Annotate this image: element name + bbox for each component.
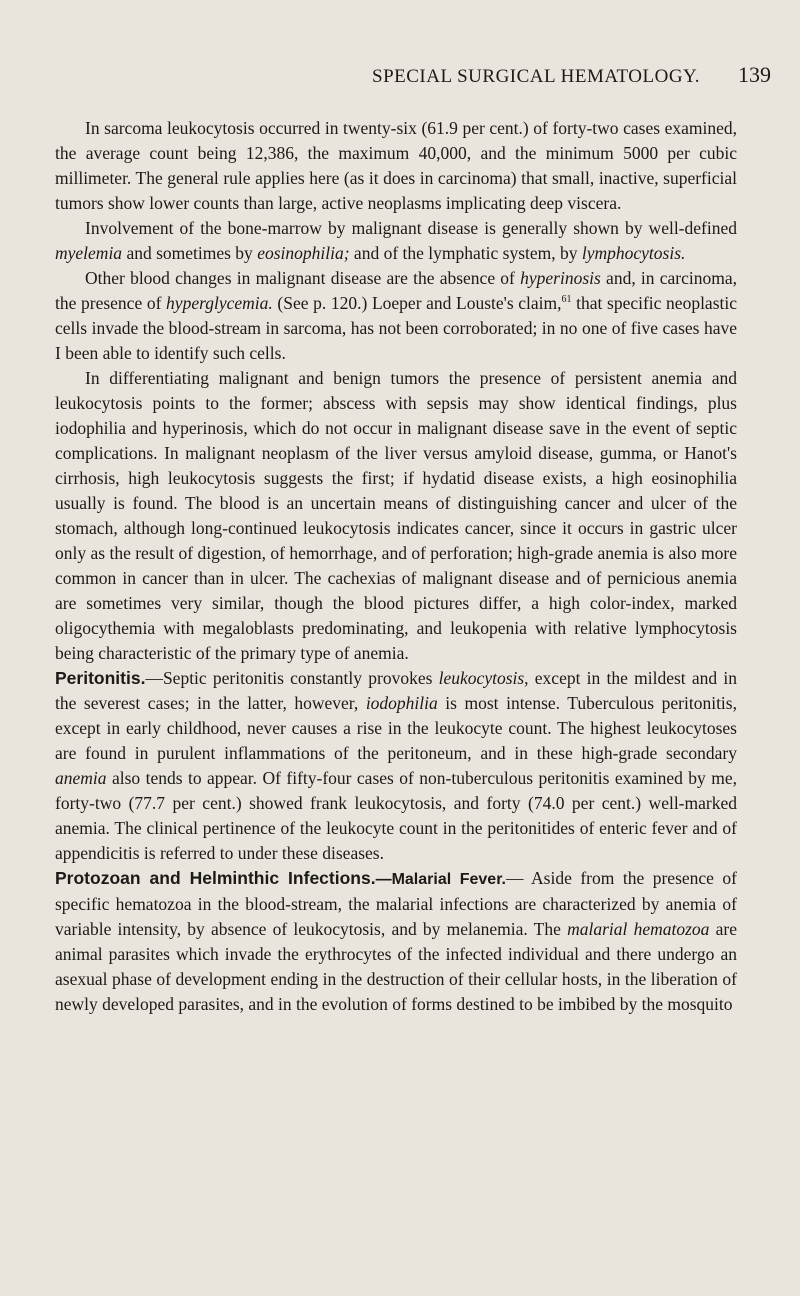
paragraph-protozoan (55, 866, 737, 1017)
italic-term: eosinophilia; (257, 243, 350, 263)
italic-term: myelemia (55, 243, 123, 263)
italic-term: hyperglycemia. (166, 293, 273, 313)
paragraph-other-changes (55, 266, 737, 366)
body-text (55, 116, 737, 1017)
subheading-malarial-fever: —Malarial Fever. (375, 871, 506, 888)
text-run: and sometimes by (122, 243, 258, 263)
italic-term: lymphocytosis. (581, 243, 686, 263)
page-number: 139 (738, 62, 771, 87)
paragraph-sarcoma: In sarcoma leukocytosis occurred in twenty-six (61.9 per cent.) of forty-two cases examined, the average count being 12,386, the maximum 40,000, and the minimum 5000 per cubic millimeter. The general rule applies here (as it does in carcinoma) that small, inactive, superficial tumors show lower counts than large, active neoplasms implicating deep viscera. (55, 118, 737, 213)
italic-term: anemia (55, 768, 107, 788)
italic-term: hyperinosis (520, 268, 601, 288)
text-run: that specific neoplastic cells invade the blood-stream in sarcoma, has not been corroborated; in no one of five cases have I been able to identify such cells. (55, 293, 737, 363)
text-run: —Septic peritonitis constantly provokes (145, 668, 439, 688)
text-run: and, in carcinoma, the presence of (55, 268, 737, 313)
italic-term: malarial hematozoa (567, 919, 710, 939)
paragraph-involvement (55, 216, 737, 266)
text-run: is most intense. Tuberculous peritonitis, except in early childhood, never causes a rise in the leukocyte count. The highest leukocytoses are found in purulent inflammations of the peritoneum, and in these high-grade secondary (55, 693, 737, 763)
text-run: are animal parasites which invade the erythrocytes of the infected individual and there undergo an asexual phase of development ending in the destruction of their cellular hosts, in the liberation of newly developed parasites, and in the evolution of forms destined to be imbibed by the mosquito (55, 919, 737, 1014)
paragraph-peritonitis (55, 666, 737, 866)
italic-term: leukocytosis, (438, 668, 529, 688)
text-run: except in the mildest and in the severest cases; in the latter, however, (55, 668, 738, 713)
footnote-marker: 61 (561, 294, 572, 306)
text-run: also tends to appear. Of fifty-four cases of non-tuberculous peritonitis examined by me, forty-two (77.7 per cent.) showed frank leukocytosis, and forty (74.0 per cent.) well-marked anemia. The clinical pertinence of the leukocyte count in the peritonitides of enteric fever and of appendicitis is referred to under these diseases. (55, 768, 737, 863)
text-run: Involvement of the bone-marrow by malignant disease is generally shown by well-defined (85, 218, 737, 238)
section-heading-protozoan: Protozoan and Helminthic Infections. (55, 868, 376, 888)
paragraph-differentiating: In differentiating malignant and benign tumors the presence of persistent anemia and leukocytosis points to the former; abscess with sepsis may show identical findings, plus iodophilia and hyperinosis, which do not occur in malignant disease save in the event of septic complications. In malignant neoplasm of the liver versus amyloid disease, gumma, or Hanot's cirrhosis, high leukocytosis suggests the first; if hydatid disease exists, a high eosinophilia usually is found. The blood is an uncertain means of distinguishing cancer and ulcer of the stomach, although long-continued leukocytosis indicates cancer, since it occurs in gastric ulcer only as the result of digestion, of hemorrhage, and of perforation; high-grade anemia is also more common in cancer than in ulcer. The cachexias of malignant disease and of pernicious anemia are sometimes very similar, though the blood pictures differ, a high color-index, marked oligocythemia with megaloblasts predominating, and leukopenia with relative lymphocytosis being characteristic of the primary type of anemia. (55, 368, 737, 663)
text-run: (See p. 120.) Loeper and Louste's claim, (272, 293, 562, 313)
running-head (0, 62, 800, 92)
text-run: Other blood changes in malignant disease are the absence of (85, 268, 521, 288)
text-run: — Aside from the presence of specific hematozoa in the blood-stream, the malarial infections are characterized by anemia of variable intensity, by absence of leukocytosis, and by melanemia. The (55, 868, 738, 939)
section-heading-peritonitis: Peritonitis. (55, 668, 146, 688)
text-run: and of the lymphatic system, by (349, 243, 582, 263)
italic-term: iodophilia (365, 693, 438, 713)
running-head-title: SPECIAL SURGICAL HEMATOLOGY. (372, 66, 701, 87)
